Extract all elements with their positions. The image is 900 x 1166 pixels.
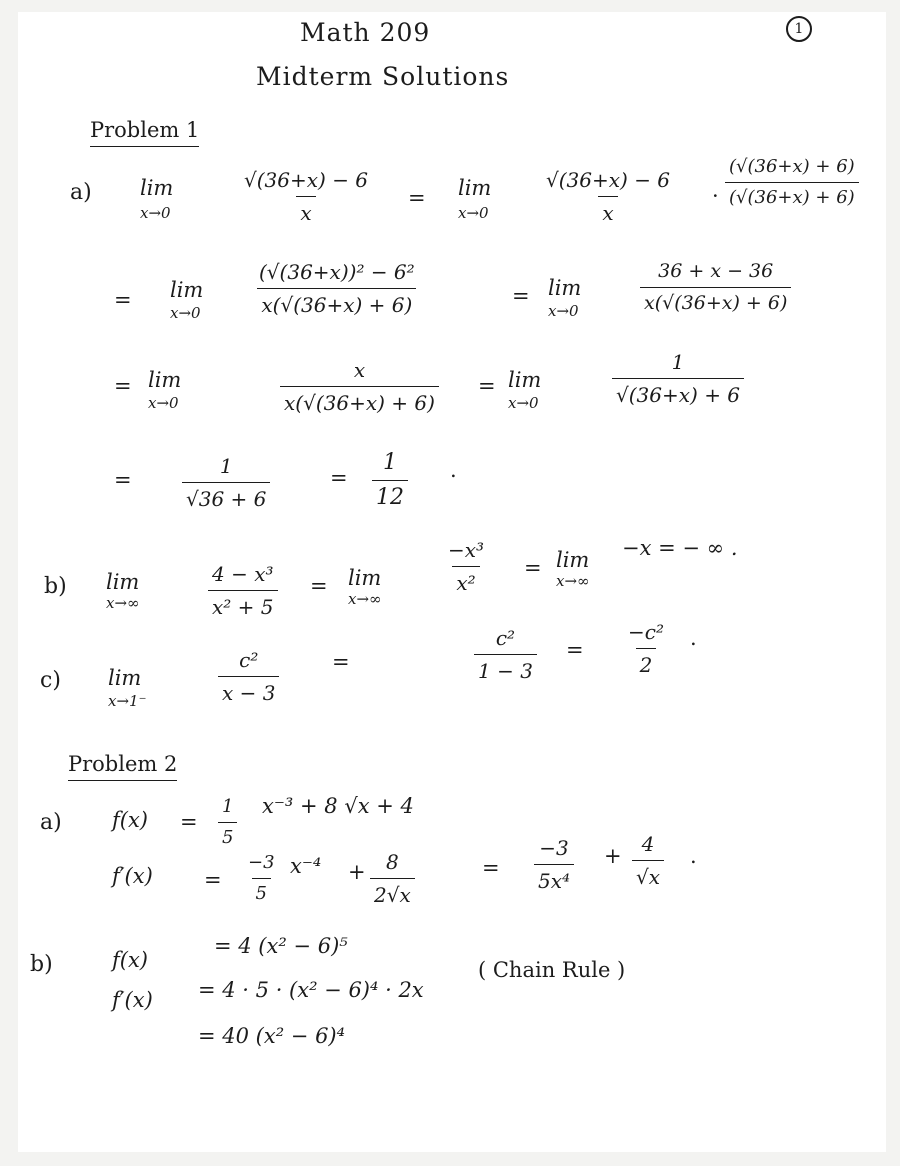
denominator: (√(36+x) + 6) xyxy=(725,182,859,207)
denominator: x(√(36+x) + 6) xyxy=(640,287,791,313)
equals-sign: = xyxy=(310,574,328,598)
page-number-badge: 1 xyxy=(786,16,812,42)
plus-sign: + xyxy=(604,844,622,868)
limit-result: −x = − ∞ . xyxy=(622,536,738,560)
numerator: (√(36+x))² − 6² xyxy=(259,260,415,284)
numerator: −3 xyxy=(539,836,569,860)
denominator: 2√x xyxy=(370,878,415,905)
numerator: 1 xyxy=(383,450,397,475)
problem-1-heading: Problem 1 xyxy=(90,120,199,147)
power-term: x⁻⁴ xyxy=(290,854,322,878)
limit-subscript: x→0 xyxy=(508,394,539,412)
expression: = 4 (x² − 6)⁵ xyxy=(214,934,348,958)
part-b-label: b) xyxy=(30,952,53,977)
denominator: 12 xyxy=(372,480,408,509)
expression: = 4 · 5 · (x² − 6)⁴ · 2x xyxy=(198,978,424,1002)
course-title: Math 209 xyxy=(300,18,431,47)
equals-sign: = xyxy=(114,288,132,312)
numerator: 4 − x³ xyxy=(212,562,274,586)
equals-sign: = xyxy=(180,810,198,834)
equals-sign: = xyxy=(114,468,132,492)
limit-operator: lim xyxy=(508,368,542,392)
limit-operator: lim xyxy=(106,570,140,594)
numerator: 1 xyxy=(219,454,233,478)
limit-subscript: x→0 xyxy=(548,302,579,320)
limit-operator: lim xyxy=(140,176,174,200)
limit-subscript: x→∞ xyxy=(348,590,382,608)
numerator: c² xyxy=(239,648,259,672)
part-a-label: a) xyxy=(40,810,62,835)
period: . xyxy=(690,844,697,868)
numerator: c² xyxy=(495,626,516,650)
denominator: x² + 5 xyxy=(208,590,278,617)
part-c-label: c) xyxy=(40,668,61,693)
final-result: = 40 (x² − 6)⁴ xyxy=(198,1024,346,1048)
limit-operator: lim xyxy=(458,176,492,200)
fraction xyxy=(725,158,859,207)
fraction xyxy=(474,628,537,681)
fraction xyxy=(182,456,270,509)
denominator: x(√(36+x) + 6) xyxy=(280,386,439,413)
derivative-lhs: f′(x) xyxy=(112,988,153,1012)
fraction xyxy=(280,360,439,413)
denominator: x xyxy=(598,196,617,223)
limit-subscript: x→0 xyxy=(170,304,201,322)
fraction xyxy=(255,262,419,315)
limit-operator: lim xyxy=(556,548,590,572)
function-lhs: f(x) xyxy=(112,808,149,832)
denominator: 2 xyxy=(636,648,657,675)
denominator: x xyxy=(296,196,315,223)
limit-subscript: x→0 xyxy=(458,204,489,222)
part-a-label: a) xyxy=(70,180,92,205)
fraction xyxy=(370,852,415,905)
numerator: (√(36+x) + 6) xyxy=(729,156,855,177)
numerator: −x³ xyxy=(448,538,485,562)
denominator: 5 xyxy=(252,878,271,903)
denominator: 1 − 3 xyxy=(474,654,537,681)
denominator: x(√(36+x) + 6) xyxy=(257,288,416,315)
numerator: √(36+x) − 6 xyxy=(244,168,369,192)
function-lhs: f(x) xyxy=(112,948,149,972)
equals-sign: = xyxy=(408,186,426,210)
limit-subscript: x→1⁻ xyxy=(108,692,147,710)
plus-sign: + xyxy=(348,860,366,884)
fraction xyxy=(534,838,574,891)
numerator: 4 xyxy=(641,832,655,856)
limit-operator: lim xyxy=(108,666,142,690)
numerator: 1 xyxy=(222,796,234,817)
denominator: √36 + 6 xyxy=(182,482,270,509)
part-b-label: b) xyxy=(44,574,67,599)
derivative-lhs: f′(x) xyxy=(112,864,153,888)
numerator: x xyxy=(353,358,366,382)
limit-subscript: x→0 xyxy=(148,394,179,412)
limit-subscript: x→∞ xyxy=(106,594,140,612)
numerator: 1 xyxy=(671,350,685,374)
equals-sign: = xyxy=(478,374,496,398)
fraction xyxy=(444,540,488,593)
numerator: 8 xyxy=(386,850,399,874)
fraction xyxy=(218,650,279,703)
denominator: √(36+x) + 6 xyxy=(612,378,744,405)
numerator: −c² xyxy=(628,620,664,644)
limit-operator: lim xyxy=(548,276,582,300)
period: . xyxy=(690,626,697,650)
denominator: 5x⁴ xyxy=(534,864,574,891)
expression: x⁻³ + 8 √x + 4 xyxy=(262,794,414,818)
equals-sign: = xyxy=(330,466,348,490)
equals-sign: = xyxy=(332,650,350,674)
equals-sign: = xyxy=(204,868,222,892)
equals-sign: = xyxy=(524,556,542,580)
limit-subscript: x→∞ xyxy=(556,572,590,590)
fraction xyxy=(632,834,664,887)
denominator: 5 xyxy=(218,822,237,847)
fraction xyxy=(640,262,791,313)
numerator: −3 xyxy=(248,852,275,873)
equals-sign: = xyxy=(566,638,584,662)
equals-sign: = xyxy=(114,374,132,398)
coefficient-fraction xyxy=(244,854,279,903)
fraction xyxy=(372,452,408,509)
coefficient-fraction xyxy=(218,798,237,847)
fraction xyxy=(612,352,744,405)
equals-sign: = xyxy=(512,284,530,308)
annotation-chain-rule: ( Chain Rule ) xyxy=(478,958,626,982)
period: . xyxy=(450,458,457,482)
denominator: x − 3 xyxy=(218,676,279,703)
page-title: Midterm Solutions xyxy=(256,62,510,91)
denominator: x² xyxy=(452,566,479,593)
problem-2-heading: Problem 2 xyxy=(68,754,177,781)
numerator: √(36+x) − 6 xyxy=(546,168,671,192)
numerator: 36 + x − 36 xyxy=(658,260,774,282)
fraction xyxy=(542,170,674,223)
multiplication-dot: · xyxy=(712,184,719,208)
fraction xyxy=(624,622,668,675)
fraction xyxy=(240,170,372,223)
limit-operator: lim xyxy=(170,278,204,302)
limit-subscript: x→0 xyxy=(140,204,171,222)
limit-operator: lim xyxy=(348,566,382,590)
limit-operator: lim xyxy=(148,368,182,392)
equals-sign: = xyxy=(482,856,500,880)
denominator: √x xyxy=(632,860,664,887)
fraction xyxy=(208,564,278,617)
